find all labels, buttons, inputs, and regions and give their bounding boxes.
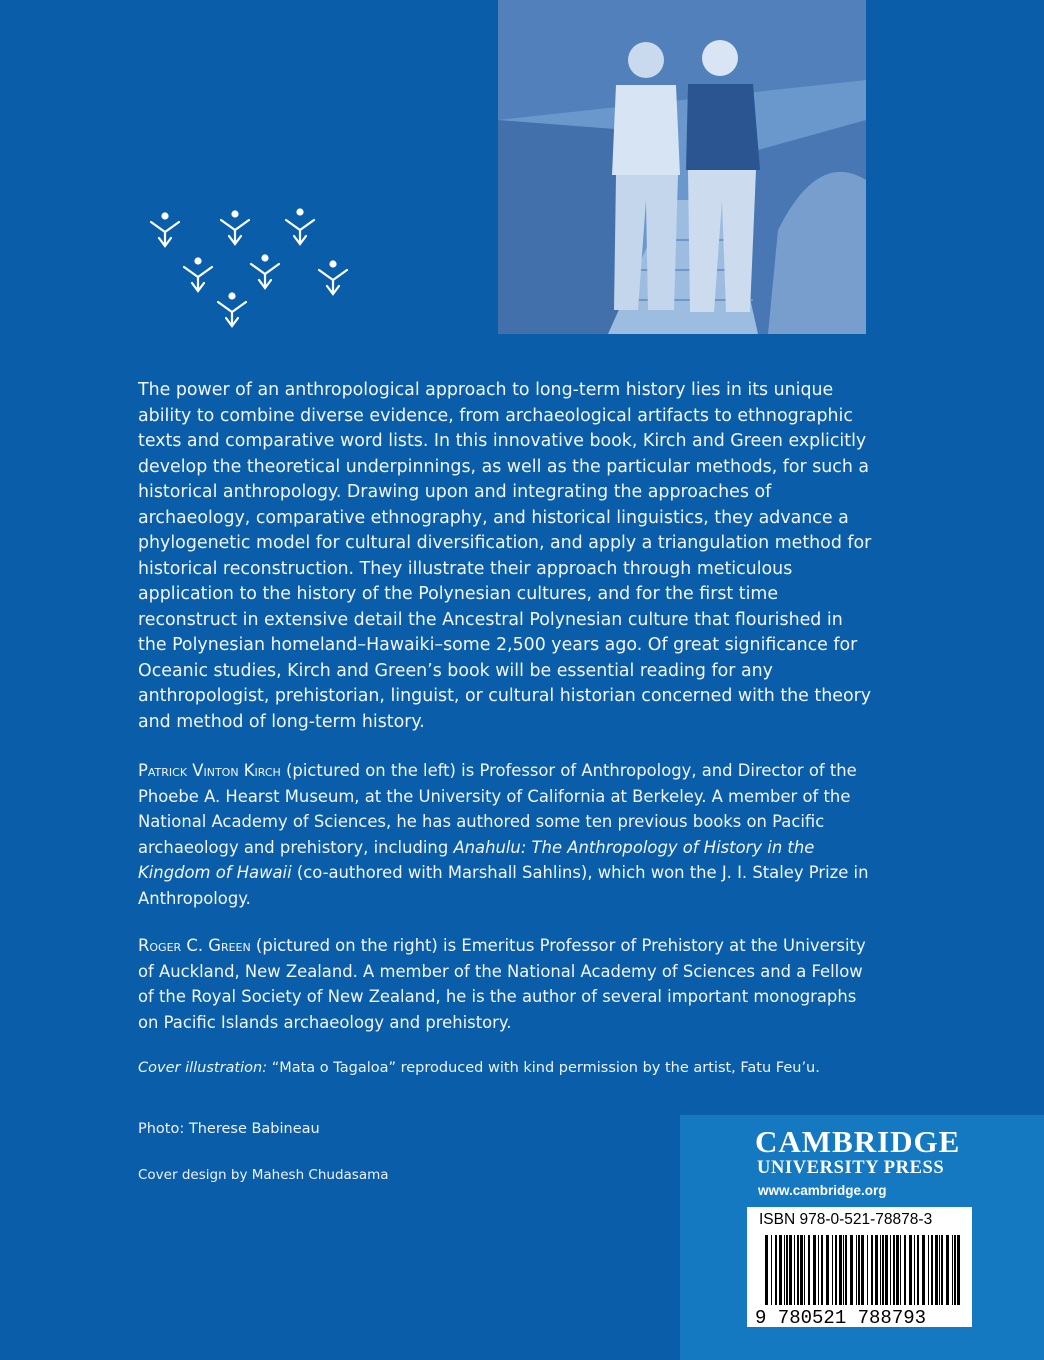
figure-7 xyxy=(218,294,246,327)
isbn-label: ISBN 978-0-521-78878-3 xyxy=(759,1211,933,1228)
figure-6 xyxy=(319,262,347,295)
figure-5 xyxy=(251,256,279,289)
figure-3 xyxy=(286,210,314,245)
publisher-name: CAMBRIDGE xyxy=(755,1124,961,1159)
book-title-anahulu: Anahulu: The Anthropology of History in the Kingdom of Hawaii xyxy=(138,837,815,882)
photo-credit: Photo: Therese Babineau xyxy=(138,1121,320,1137)
figure-4 xyxy=(184,259,212,292)
publisher-subname: UNIVERSITY PRESS xyxy=(757,1158,945,1178)
figures-illustration xyxy=(140,200,370,340)
barcode-bars xyxy=(747,1233,972,1327)
barcode xyxy=(747,1207,972,1327)
author-name-kirch: Patrick Vinton Kirch xyxy=(138,761,281,780)
figure-1 xyxy=(151,214,179,247)
author-bio-kirch: Patrick Vinton Kirch (pictured on the left) is Professor of Anthropology, and Director of the Phoebe A. Hearst Museum, at the University of California at Berkeley. A member of the National Academy of Sciences, he has authored some ten previous books on Pacific archaeology and prehistory, including Anahulu: The Anthropology of History in the Kingdom of Hawaii (co-authored with Marshall Sahlins), which won the J. I. Staley Prize in Anthropology. xyxy=(138,761,869,908)
author-name-green: Roger C. Green xyxy=(138,936,251,955)
publisher-url[interactable]: www.cambridge.org xyxy=(758,1183,887,1198)
author-bio-green: Roger C. Green (pictured on the right) is Emeritus Professor of Prehistory at the University of Auckland, New Zealand. A member of the National Academy of Sciences and a Fellow of the Royal Society of New Zealand, he is the author of several important monographs on Pacific Islands archaeology and prehistory. xyxy=(138,936,866,1032)
figure-2 xyxy=(221,212,249,245)
book-description: The power of an anthropological approach to long-term history lies in its unique ability to combine diverse evidence, from archaeological artifacts to ethnographic texts and comparative word lists. In this innovative book, Kirch and Green explicitly develop the theoretical underpinnings, as well as the particular methods, for such a historical anthropology. Drawing upon and integrating the approaches of archaeology, comparative ethnography, and historical linguistics, they advance a phylogenetic model for cultural diversification, and apply a triangulation method for historical reconstruction. They illustrate their approach through meticulous application to the history of the Polynesian cultures, and for the first time reconstruct in extensive detail the Ancestral Polynesian culture that flourished in the Polynesian homeland–Hawaiki–some 2,500 years ago. Of great significance for Oceanic studies, Kirch and Green’s book will be essential reading for any anthropologist, prehistorian, linguist, or cultural historian concerned with the theory and method of long-term history. xyxy=(138,380,872,732)
authors-photo xyxy=(498,0,866,334)
cover-illustration-credit: Cover illustration: “Mata o Tagaloa” reproduced with kind permission by the artist, Fatu Feu’u. xyxy=(138,1060,820,1076)
publisher-panel xyxy=(680,1115,1044,1360)
barcode-number: 9 780521 788793 xyxy=(755,1307,927,1327)
design-credit: Cover design by Mahesh Chudasama xyxy=(138,1167,389,1183)
